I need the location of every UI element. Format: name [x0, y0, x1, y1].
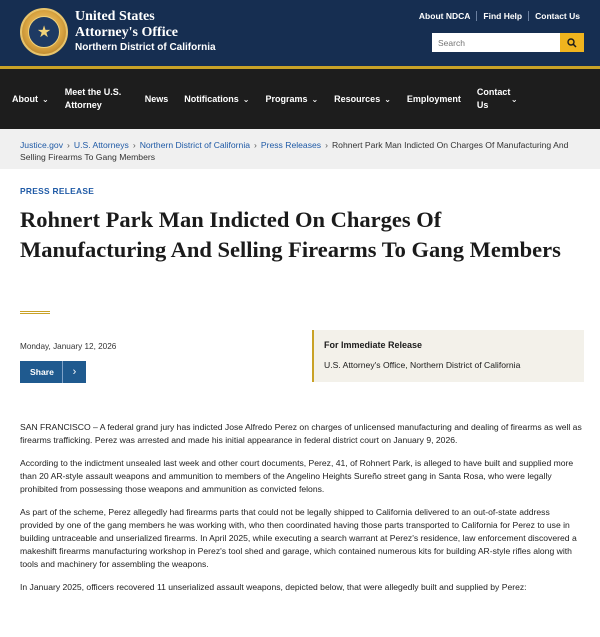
- agency-line2: Attorney's Office: [75, 25, 179, 40]
- find-help-link[interactable]: Find Help: [476, 11, 528, 21]
- article-paragraph: As part of the scheme, Perez allegedly had firearms parts that could not be legally shipped to California delivered to an out-of-state address provided by one of the gang members he was working with, who then coordinated having those parts transported to California for Perez to use in building untraceable and unserialized firearms. In April 2025, while executing a search warrant at Perez's residence, law enforcement discovered a makeshift firearms manufacturing workshop in Perez's tool shed and garage, which contained numerous kits for building AR-style rifles along with tools and machinery for assembling the weapons.: [20, 507, 577, 569]
- main-nav: [0, 69, 600, 129]
- breadcrumb-link-us-attorneys[interactable]: U.S. Attorneys: [73, 140, 129, 150]
- nav-label: News: [144, 93, 169, 104]
- chevron-right-icon: ›: [62, 361, 86, 383]
- nav-resources[interactable]: [334, 93, 391, 106]
- release-info-box: [312, 330, 584, 382]
- breadcrumb-link-justice[interactable]: Justice.gov: [20, 140, 63, 150]
- breadcrumb-link-ndca[interactable]: Northern District of California: [139, 140, 251, 150]
- chevron-down-icon: ⌄: [384, 94, 391, 104]
- agency-line1: United States: [75, 9, 155, 24]
- nav-contact-us[interactable]: [477, 86, 529, 112]
- nav-label: Employment: [406, 93, 461, 104]
- release-source: U.S. Attorney's Office, Northern District of California: [324, 360, 521, 370]
- breadcrumb-separator: ›: [325, 140, 328, 150]
- agency-name[interactable]: [75, 9, 216, 54]
- nav-news[interactable]: [145, 93, 169, 106]
- search-button[interactable]: [560, 33, 584, 52]
- search-box: [432, 33, 584, 52]
- nav-programs[interactable]: [265, 93, 318, 106]
- breadcrumb-separator: ›: [67, 140, 70, 150]
- site-header: [0, 0, 600, 66]
- page-title: Rohnert Park Man Indicted On Charges Of Manufacturing And Selling Firearms To Gang Members: [20, 207, 561, 262]
- breadcrumb-separator: ›: [254, 140, 257, 150]
- nav-label: Contact Us: [476, 87, 511, 110]
- chevron-down-icon: ⌄: [42, 94, 49, 104]
- eagle-icon: ★: [28, 16, 60, 48]
- article-paragraph: SAN FRANCISCO – A federal grand jury has indicted Jose Alfredo Perez on charges of unlicensed manufacturing and dealing of firearms as well as firearms trafficking. Perez was arrested and made his initial appearance in federal district court on January 9, 2026.: [20, 422, 582, 445]
- nav-label: Resources: [334, 93, 381, 104]
- nav-label: Meet the U.S. Attorney: [64, 87, 122, 110]
- chevron-down-icon: ⌄: [242, 94, 250, 104]
- share-label: Share: [30, 367, 54, 377]
- article-body: [20, 421, 582, 604]
- contact-us-link[interactable]: Contact Us: [528, 11, 586, 21]
- breadcrumb-link-press-releases[interactable]: Press Releases: [260, 140, 322, 150]
- title-divider: [20, 311, 50, 314]
- about-ndca-link[interactable]: About NDCA: [418, 11, 471, 21]
- article-paragraph: In January 2025, officers recovered 11 unserialized assault weapons, depicted below, that were allegedly built and supplied by Perez:: [20, 582, 527, 592]
- release-date: Monday, January 12, 2026: [20, 342, 117, 351]
- breadcrumb: [0, 129, 600, 169]
- release-heading: For Immediate Release: [324, 340, 423, 350]
- nav-notifications[interactable]: [184, 93, 249, 106]
- nav-meet-us-attorney[interactable]: [65, 86, 129, 112]
- nav-label: Programs: [265, 93, 308, 104]
- utility-nav: [413, 11, 586, 21]
- doj-seal-icon[interactable]: [20, 8, 68, 56]
- nav-employment[interactable]: [407, 93, 461, 106]
- search-input[interactable]: [432, 33, 560, 52]
- search-icon: [567, 38, 577, 48]
- chevron-down-icon: ⌄: [510, 94, 518, 104]
- breadcrumb-separator: ›: [132, 140, 136, 150]
- article-paragraph: According to the indictment unsealed last week and other court documents, Perez, 41, of Rohnert Park, is alleged to have built and supplied more than 20 AR-style assault weapons and ammunition to members of the Angelino Heights Sureño street gang in Santa Rosa, who were legally prohibited from possessing those weapons and ammunition as convicted felons.: [20, 458, 574, 494]
- press-release-kicker: PRESS RELEASE: [20, 186, 95, 196]
- agency-line3: Northern District of California: [75, 42, 216, 53]
- nav-label: About: [12, 93, 38, 104]
- nav-label: Notifications: [184, 93, 239, 104]
- nav-about[interactable]: [12, 93, 49, 106]
- chevron-down-icon: ⌄: [311, 94, 319, 104]
- breadcrumb-current: Rohnert Park Man Indicted On Charges Of Manufacturing And Selling Firearms To Gang Members: [20, 140, 569, 162]
- share-button[interactable]: [20, 361, 86, 383]
